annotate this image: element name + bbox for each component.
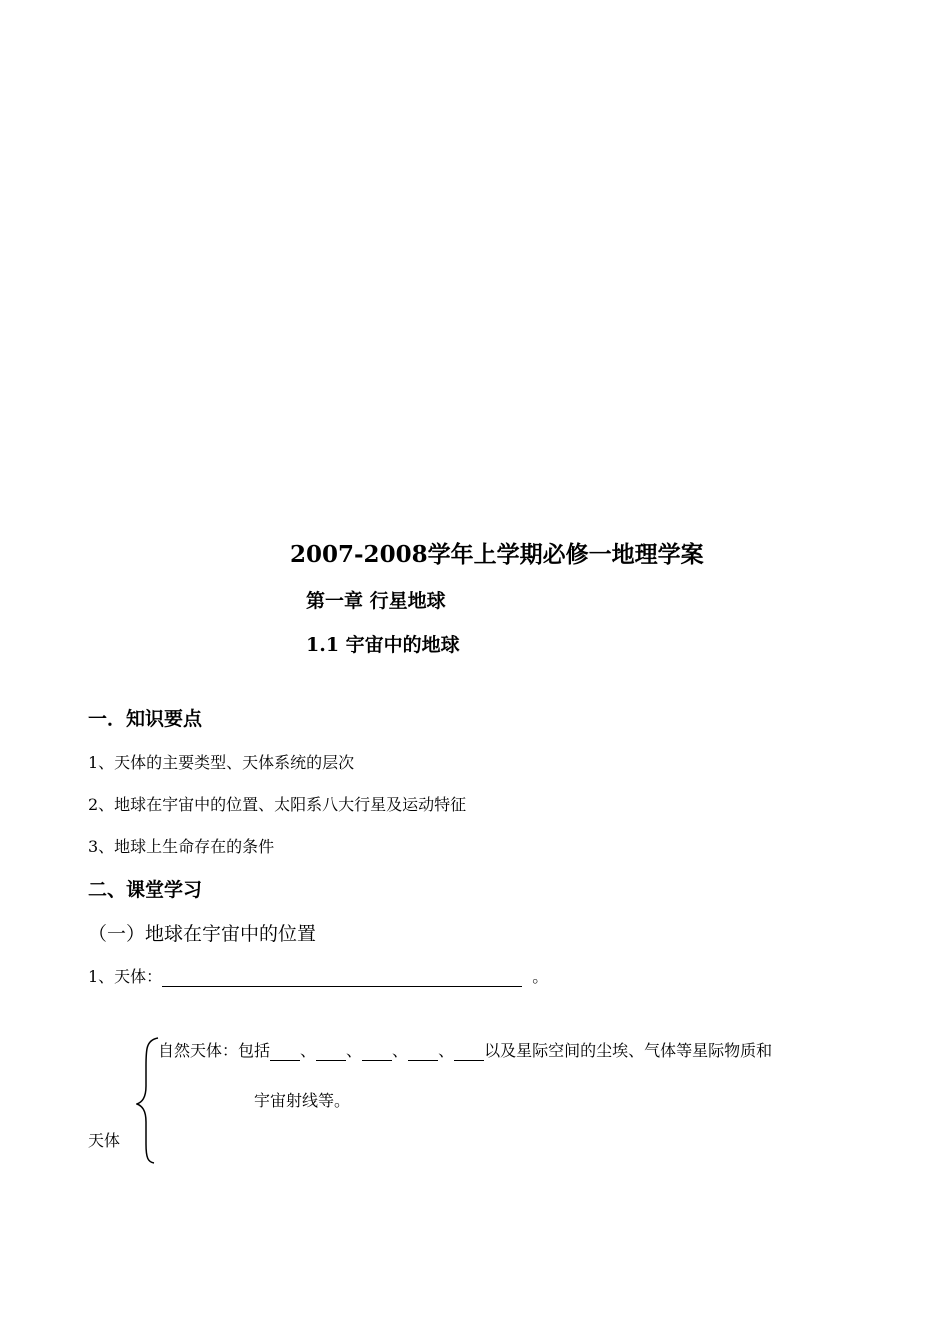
natural-bodies-line [158,1038,772,1061]
list-item: 3、地球上生命存在的条件 [88,837,275,856]
blank-4[interactable] [408,1044,438,1061]
heading-classroom-study: 二、课堂学习 [88,879,203,901]
blank-5[interactable] [454,1044,484,1061]
subheading-earth-position: （一）地球在宇宙中的位置 [88,923,317,945]
question-1-label: 1、天体： [88,967,163,986]
question-1-end: 。 [532,967,549,986]
curly-brace [136,1036,160,1166]
list-item: 2、地球在宇宙中的位置、太阳系八大行星及运动特征 [88,795,467,814]
section-title: 1.1 宇宙中的地球 [306,634,460,656]
separator: 、 [300,1041,317,1060]
page-title: 2007-2008学年上学期必修一地理学案 [290,541,704,568]
celestial-bodies-label: 天体 [88,1131,121,1150]
blank-3[interactable] [362,1044,392,1061]
separator: 、 [392,1041,409,1060]
blank-1[interactable] [270,1044,300,1061]
list-item: 1、天体的主要类型、天体系统的层次 [88,753,355,772]
separator: 、 [438,1041,455,1060]
natural-bodies-line-2: 宇宙射线等。 [254,1091,351,1110]
blank-2[interactable] [316,1044,346,1061]
heading-knowledge-points: 一．知识要点 [88,708,203,730]
separator: 、 [346,1041,363,1060]
natural-bodies-label: 自然天体：包括 [158,1041,271,1060]
question-1 [88,964,548,987]
chapter-title: 第一章 行星地球 [306,590,446,612]
natural-bodies-tail: 以及星际空间的尘埃、气体等星际物质和 [484,1041,773,1060]
answer-line[interactable] [162,968,522,987]
